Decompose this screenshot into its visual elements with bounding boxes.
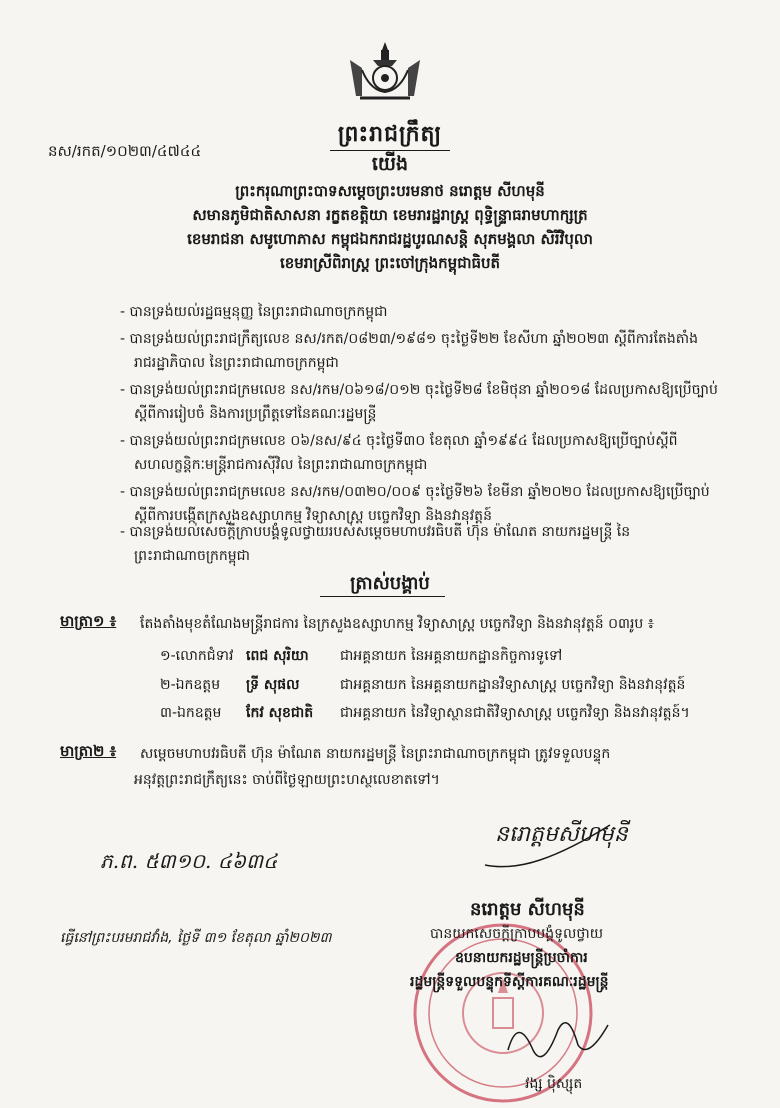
royal-title-line: ខេមរាជនា សមូហោភាស កម្ពុជឯករាជរដ្ឋបូរណសន្តិ សុភមង្គលា សិរីវិបុលា	[187, 230, 593, 248]
minister-signature-stroke	[498, 1010, 618, 1070]
minister-name: វង្ស ប៉ិស្សុត	[525, 1076, 583, 1092]
decree-heading-underline	[320, 596, 445, 597]
signatory-line-3: រដ្ឋមន្ត្រីទទួលបន្ទុកទីស្តីការគណៈរដ្ឋមន្ត្រី	[410, 974, 609, 990]
preamble-item: - បានទ្រង់យល់ព្រះរាជក្រមលេខ នស/រកម/០៦១៨/០១២ ចុះថ្ងៃទី២៨ ខែមិថុនា ឆ្នាំ២០១៨ ដែលប្រកាសឱ្យប្រើច្បាប់	[120, 382, 718, 398]
preamble-item: - បានទ្រង់យល់រដ្ឋធម្មនុញ្ញ នៃព្រះរាជាណាចក្រកម្ពុជា	[120, 304, 388, 320]
yeung-heading: យើង	[371, 153, 409, 175]
signatory-line-1: បានយកសេចក្តីក្រាបបង្គំទូលថ្វាយ	[430, 926, 604, 942]
appointee-name: កែវ សុខជាតិ	[246, 705, 314, 721]
appointee-position: ជាអគ្គនាយក នៃវិទ្យាស្ថានជាតិវិទ្យាសាស្ត្រ បច្ចេកវិទ្យា និងនវានុវត្តន៍។	[340, 705, 690, 721]
appointee-name: ទ្រី សុផល	[246, 677, 300, 693]
preamble-item: - បានទ្រង់យល់សេចក្តីក្រាបបង្គំទូលថ្វាយរបស់សម្តេចមហាបវរធិបតី ហ៊ុន ម៉ាណែត នាយករដ្ឋមន្ត្រី នៃ	[120, 524, 631, 540]
royal-title-line: សមានភូមិជាតិសាសនា រក្ខតខត្តិយា ខេមរារដ្ឋរាស្ត្រ ពុទ្ធិន្ទ្រាធរាមហាក្សត្រ	[192, 206, 588, 224]
article-2-text-cont: អនុវត្តព្រះរាជក្រឹត្យនេះ ចាប់ពីថ្ងៃឡាយព្រះហស្ថលេខាតទៅ។	[134, 772, 440, 788]
appointee-name: ពេជ សុរិយា	[246, 648, 309, 664]
preamble-item: - បានទ្រង់យល់ព្រះរាជក្រមលេខ ០៦/នស/៩៤ ចុះថ្ងៃទី៣០ ខែតុលា ឆ្នាំ១៩៩៤ ដែលប្រកាសឱ្យប្រើច្បាប់ស្តីពី	[120, 433, 678, 449]
royal-signature-stroke	[480, 815, 620, 875]
preamble-item: - បានទ្រង់យល់ព្រះរាជក្រឹត្យលេខ នស/រកត/០៨២៣/១៩៨១ ចុះថ្ងៃទី២២ ខែសីហា ឆ្នាំ២០២៣ ស្តីពីការតែងតាំង	[120, 331, 699, 347]
decree-title: ព្រះរាជក្រឹត្យ	[337, 122, 443, 147]
royal-title-line: ព្រះករុណាព្រះបាទសម្តេចព្រះបរមនាថ នរោត្តម សីហមុនី	[235, 182, 545, 200]
royal-title-line: ខេមរាស្រីពិរាស្ត្រ ព្រះចៅក្រុងកម្ពុជាធិបតី	[279, 254, 501, 272]
title-underline	[330, 150, 450, 151]
appointee-title: ៣-ឯកឧត្តម	[160, 705, 222, 721]
signatory-line-2: ឧបនាយករដ្ឋមន្ត្រីប្រចាំការ	[455, 950, 588, 966]
appointee-title: ២-ឯកឧត្តម	[160, 677, 221, 693]
appointee-position: ជាអគ្គនាយក នៃអគ្គនាយកដ្ឋានកិច្ចការទូទៅ	[340, 648, 563, 664]
preamble-item: - បានទ្រង់យល់ព្រះរាជក្រមលេខ នស/រកម/០៣២០/០០៩ ចុះថ្ងៃទី២៦ ខែមីនា ឆ្នាំ២០២០ ដែលប្រកាសឱ្យប្រើច្បាប់	[120, 484, 710, 500]
handwritten-date: ភ.ព. ៥៣១០. ៤៦៣៤	[100, 849, 278, 873]
article-1-label: មាត្រា១ ៖	[60, 612, 117, 630]
royal-signature: នរោត្តមសីហមុនី	[495, 822, 628, 847]
reference-number: នស/រកត/១០២៣/៤៧៤៤	[48, 142, 202, 160]
article-1-text: តែងតាំងមុខតំណែងមន្ត្រីរាជការ នៃក្រសួងឧស្សាហកម្ម វិទ្យាសាស្ត្រ បច្ចេកវិទ្យា និងនវានុវត្តន៍ ០៣រូប ៖	[140, 616, 654, 632]
article-2-text: សម្តេចមហាបវរធិបតី ហ៊ុន ម៉ាណែត នាយករដ្ឋមន្ត្រី នៃព្រះរាជាណាចក្រកម្ពុជា ត្រូវទទួលបន្ទុក	[140, 746, 611, 762]
appointee-title: ១-លោកជំទាវ	[160, 648, 234, 664]
signatory-name: នរោត្តម សីហមុនី	[470, 899, 585, 920]
article-2-label: មាត្រា២ ៖	[60, 742, 117, 760]
decree-heading: ត្រាស់បង្គាប់	[350, 573, 430, 594]
appointee-position: ជាអគ្គនាយក នៃអគ្គនាយកដ្ឋានវិទ្យាសាស្ត្រ បច្ចេកវិទ្យា និងនវានុវត្តន៍	[340, 677, 686, 693]
preamble-item-cont: ព្រះរាជាណាចក្រកម្ពុជា	[134, 548, 251, 564]
preamble-item-cont: សហលក្ខន្តិកៈមន្ត្រីរាជការស៊ីវិល នៃព្រះរាជាណាចក្រកម្ពុជា	[134, 457, 428, 473]
preamble-item-cont: ស្តីពីការបង្កើតក្រសួងឧស្សាហកម្ម វិទ្យាសាស្ត្រ បច្ចេកវិទ្យា និងនវានុវត្តន៍	[134, 508, 492, 524]
royal-crest-icon	[340, 40, 430, 102]
preamble-item-cont: រាជរដ្ឋាភិបាល នៃព្រះរាជាណាចក្រកម្ពុជា	[134, 355, 339, 371]
preamble-item-cont: ស្តីពីការរៀបចំ និងការប្រព្រឹត្តទៅនៃគណៈរដ្ឋមន្ត្រី	[134, 406, 377, 422]
place-and-date: ធ្វើនៅព្រះបរមរាជវាំង, ថ្ងៃទី ៣១ ខែតុលា ឆ្នាំ២០២៣	[60, 930, 332, 946]
